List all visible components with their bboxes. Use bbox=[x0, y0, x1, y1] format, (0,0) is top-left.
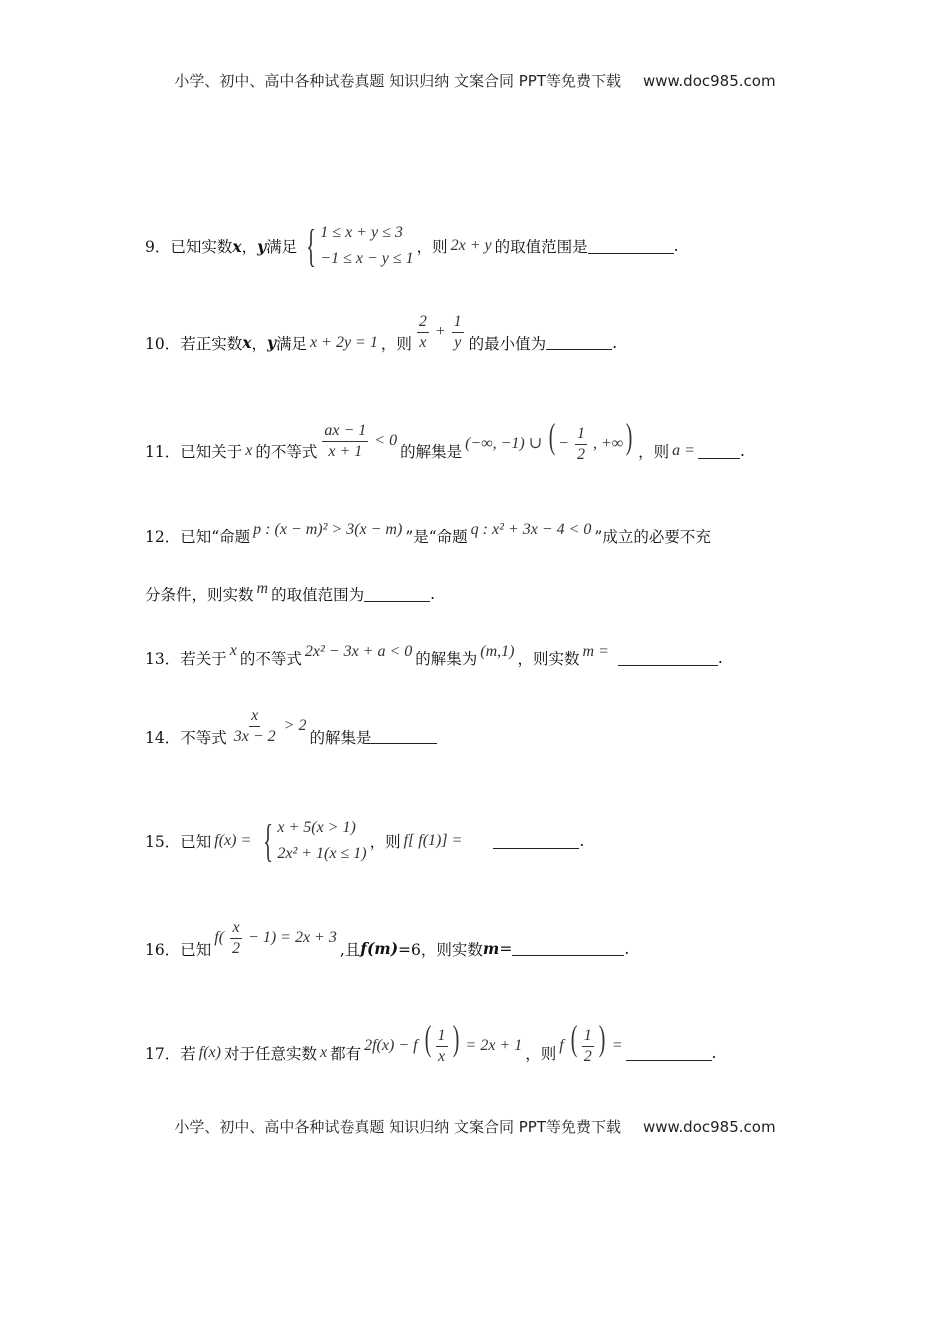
q11-relation: < 0 bbox=[374, 432, 398, 450]
q9-text-4: 的取值范围是 bbox=[494, 238, 588, 256]
header-site: www.doc985.com bbox=[642, 72, 776, 90]
q13-solution-set: (m,1) bbox=[480, 643, 515, 660]
q11-variable: a = bbox=[672, 442, 695, 460]
footer-site: www.doc985.com bbox=[642, 1118, 776, 1136]
q9-answer-blank[interactable] bbox=[588, 239, 674, 254]
q16-var-m: m bbox=[482, 939, 500, 958]
q9-var-x: x bbox=[232, 236, 242, 256]
q15-text-2: ，则 bbox=[369, 833, 401, 851]
question-10 bbox=[145, 313, 618, 363]
q14-inequality bbox=[230, 706, 307, 747]
q11-text-1: 已知关于 bbox=[180, 443, 243, 462]
footer-text: 小学、初中、高中各种试卷真题 知识归纳 文案合同 PPT等免费下载 bbox=[174, 1118, 621, 1136]
q17-text-1: 若 bbox=[180, 1045, 196, 1064]
q10-condition: x + 2y = 1 bbox=[310, 333, 378, 351]
q17-var-x: x bbox=[319, 1044, 328, 1062]
q10-frac2-num: 1 bbox=[452, 312, 464, 333]
page-header bbox=[0, 70, 950, 91]
question-12 bbox=[145, 521, 711, 547]
q14-frac-num: x bbox=[249, 706, 260, 727]
q16-number: 16． bbox=[145, 940, 181, 959]
q14-text-1: 不等式 bbox=[180, 728, 227, 747]
question-15 bbox=[145, 815, 584, 867]
q12-text-1: 已知“命题 bbox=[180, 528, 251, 546]
q16-text-1: 已知 bbox=[180, 940, 212, 959]
q17-text-4: ，则 bbox=[525, 1045, 557, 1064]
q12-answer-blank[interactable] bbox=[364, 587, 430, 602]
q12-var-m: m bbox=[256, 580, 269, 597]
q11-set-part-a: (−∞, −1) ∪ bbox=[465, 435, 543, 452]
q12-proposition-q: q : x² + 3x − 4 < 0 bbox=[470, 521, 592, 538]
q17-equals: = bbox=[611, 1037, 623, 1054]
q14-frac-den: 3x − 2 bbox=[233, 728, 276, 745]
q12-text-4: 分条件，则实数 bbox=[145, 586, 254, 604]
q11-answer-blank[interactable] bbox=[698, 444, 740, 459]
q11-var-x: x bbox=[245, 442, 253, 460]
q10-answer-blank[interactable] bbox=[546, 335, 612, 350]
q11-text-2: 的不等式 bbox=[255, 443, 318, 462]
q11-set-part-b: , +∞ bbox=[592, 435, 624, 452]
question-16 bbox=[145, 919, 630, 969]
q17-lhs: 2f(x) − f bbox=[364, 1037, 418, 1054]
q10-frac2-den: y bbox=[454, 334, 462, 351]
q9-text-3: ，则 bbox=[416, 238, 448, 256]
q9-system-row-1: 1 ≤ x + y ≤ 3 bbox=[320, 224, 403, 241]
q16-f-rest: − 1) = 2x + 3 bbox=[248, 929, 337, 947]
q11-set-minus: − bbox=[558, 435, 569, 452]
q11-solution-set: (−∞, −1) ∪ ( − $\frac{1}{2}$ , +∞) bbox=[465, 416, 633, 463]
q10-comma: ， bbox=[251, 334, 268, 353]
q12-text-2: ”是“命题 bbox=[405, 528, 468, 546]
q13-number: 13． bbox=[145, 650, 181, 668]
q10-text-2: 满足 bbox=[276, 334, 308, 353]
q11-frac-num: ax − 1 bbox=[322, 421, 368, 442]
q9-comma: ， bbox=[241, 238, 258, 256]
q13-answer-blank[interactable] bbox=[618, 651, 718, 666]
q11-text-4: ，则 bbox=[638, 443, 670, 462]
q16-frac-num: x bbox=[230, 918, 241, 939]
q12-text-3: ”成立的必要不充 bbox=[594, 528, 711, 546]
q16-answer-blank[interactable] bbox=[512, 941, 624, 956]
q16-text-2: ,且 bbox=[339, 940, 361, 959]
q15-case-2: 2x² + 1(x ≤ 1) bbox=[277, 845, 367, 862]
q11-inequality bbox=[320, 421, 397, 462]
q17-frac2-num: 1 bbox=[582, 1026, 594, 1047]
q10-text-1: 若正实数 bbox=[180, 334, 243, 353]
q11-frac-den: x + 1 bbox=[328, 442, 363, 460]
page-footer bbox=[0, 1116, 950, 1137]
q15-answer-blank[interactable] bbox=[493, 834, 579, 849]
q15-function-label: f(x) = bbox=[214, 832, 252, 849]
question-9 bbox=[145, 220, 679, 272]
q10-period: . bbox=[612, 333, 618, 352]
q13-text-3: 的解集为 bbox=[415, 650, 478, 668]
q17-equation: 2f(x) − f ( $\frac{1}{x}$ ) = 2x + 1 bbox=[364, 1018, 523, 1065]
q15-question-expr: f[ f(1)] = bbox=[403, 832, 463, 849]
q15-period: . bbox=[579, 832, 585, 850]
q14-number: 14． bbox=[145, 728, 181, 747]
question-12-line-2 bbox=[145, 580, 436, 605]
q17-rhs: = 2x + 1 bbox=[465, 1037, 523, 1054]
question-13 bbox=[145, 642, 723, 669]
q17-frac2-den: 2 bbox=[583, 1047, 592, 1065]
q16-equals: = bbox=[499, 939, 513, 958]
q10-text-3: ，则 bbox=[380, 334, 412, 353]
q10-number: 10． bbox=[145, 334, 181, 353]
q9-expression: 2x + y bbox=[450, 237, 492, 254]
q16-equation bbox=[214, 918, 337, 959]
q13-text-2: 的不等式 bbox=[239, 650, 302, 668]
q9-system: { 1 ≤ x + y ≤ 3 −1 ≤ x − y ≤ 1 bbox=[306, 220, 414, 271]
q15-piecewise: { x + 5(x > 1) 2x² + 1(x ≤ 1) bbox=[263, 815, 367, 866]
q11-text-3: 的解集是 bbox=[400, 443, 463, 462]
q17-text-2: 对于任意实数 bbox=[223, 1045, 317, 1064]
q12-number: 12． bbox=[145, 528, 181, 546]
q15-text-1: 已知 bbox=[180, 833, 212, 851]
q17-answer-blank[interactable] bbox=[626, 1046, 712, 1061]
q17-number: 17． bbox=[145, 1045, 181, 1064]
q11-half-den: 2 bbox=[576, 445, 585, 463]
q17-frac1-den: x bbox=[437, 1047, 446, 1065]
q13-text-1: 若关于 bbox=[180, 650, 227, 668]
q17-function: f(x) bbox=[198, 1044, 221, 1062]
header-text: 小学、初中、高中各种试卷真题 知识归纳 文案合同 PPT等免费下载 bbox=[174, 72, 621, 90]
q16-f-open: f( bbox=[214, 929, 225, 947]
q14-answer-blank[interactable] bbox=[371, 729, 437, 744]
q10-frac1-num: 2 bbox=[417, 312, 429, 333]
question-14 bbox=[145, 707, 437, 757]
q13-variable: m = bbox=[582, 643, 609, 660]
q9-text-1: 已知实数 bbox=[170, 238, 233, 256]
q17-period: . bbox=[711, 1044, 717, 1063]
q14-text-2: 的解集是 bbox=[309, 728, 372, 747]
q17-frac1-num: 1 bbox=[436, 1026, 448, 1047]
q16-period: . bbox=[624, 939, 630, 958]
q12-text-5: 的取值范围为 bbox=[271, 586, 365, 604]
q13-text-4: ，则实数 bbox=[517, 650, 580, 668]
q12-period: . bbox=[430, 585, 436, 603]
question-11 bbox=[145, 416, 745, 475]
q9-period: . bbox=[673, 237, 679, 255]
q10-expression bbox=[415, 312, 466, 353]
q16-text-3: =6，则实数 bbox=[398, 940, 483, 959]
q17-f: f bbox=[559, 1037, 564, 1054]
q13-var-x: x bbox=[229, 642, 237, 659]
q10-text-4: 的最小值为 bbox=[468, 334, 547, 353]
q15-number: 15． bbox=[145, 833, 181, 851]
q17-ask: f ( $\frac{1}{2}$ ) = bbox=[559, 1018, 623, 1065]
q12-proposition-p: p : (x − m)² > 3(x − m) bbox=[253, 521, 403, 538]
q11-number: 11． bbox=[145, 443, 181, 462]
q14-relation: > 2 bbox=[283, 717, 307, 735]
q10-plus: + bbox=[434, 323, 446, 341]
q13-inequality: 2x² − 3x + a < 0 bbox=[304, 643, 413, 660]
q10-var-x: x bbox=[242, 333, 252, 352]
q9-text-2: 满足 bbox=[266, 238, 298, 256]
q10-frac1-den: x bbox=[419, 334, 427, 351]
q10-var-y: y bbox=[267, 333, 277, 352]
q11-half-num: 1 bbox=[575, 424, 587, 445]
q9-system-row-2: −1 ≤ x − y ≤ 1 bbox=[320, 250, 414, 267]
q17-text-3: 都有 bbox=[330, 1045, 362, 1064]
q16-frac-den: 2 bbox=[232, 940, 241, 957]
q13-period: . bbox=[717, 649, 723, 667]
question-17 bbox=[145, 1018, 717, 1077]
q11-period: . bbox=[739, 442, 745, 461]
q16-f-of-m: f(m) bbox=[360, 939, 399, 958]
q15-case-1: x + 5(x > 1) bbox=[277, 819, 356, 836]
q9-number: 9． bbox=[145, 238, 171, 256]
q9-var-y: y bbox=[257, 236, 267, 256]
